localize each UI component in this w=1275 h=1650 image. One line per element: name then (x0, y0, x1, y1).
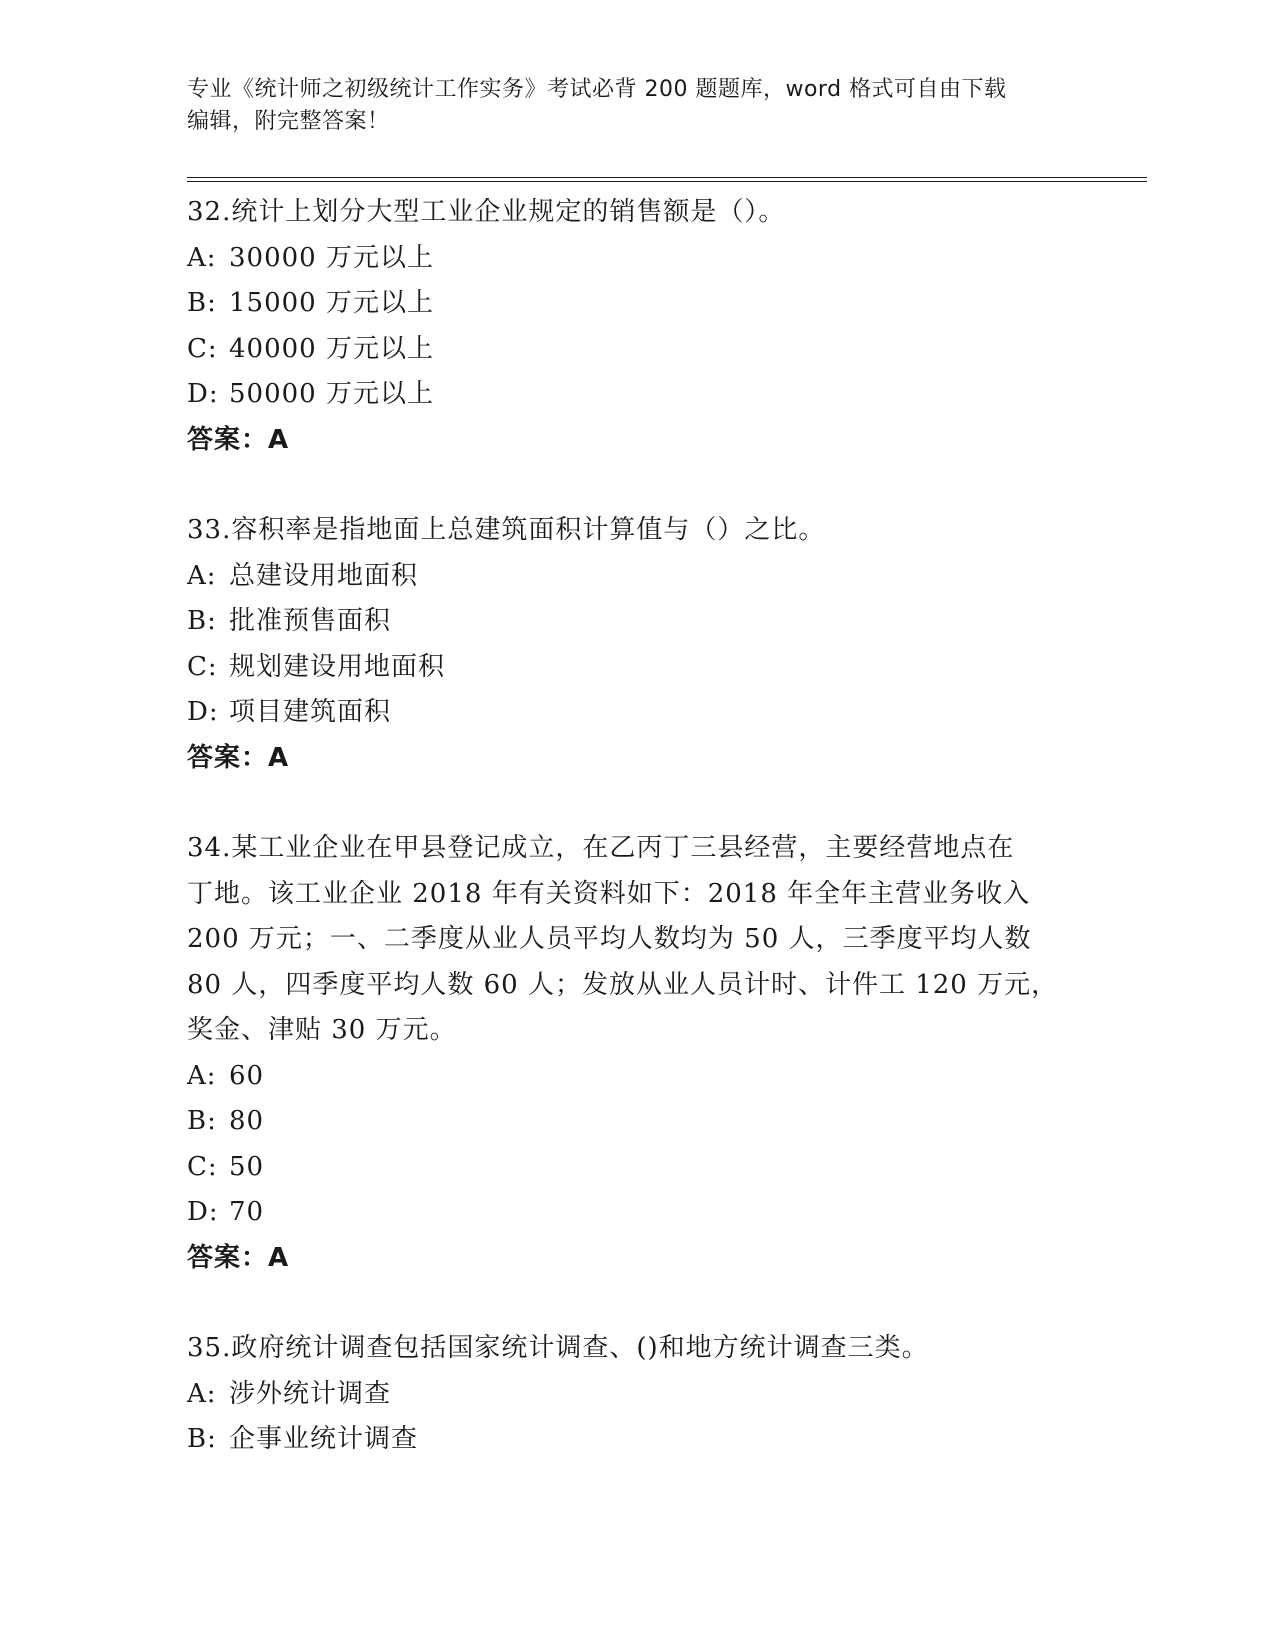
option-text: 70 (229, 1197, 265, 1227)
option-key: B: (187, 1106, 217, 1136)
option-d (187, 690, 1087, 736)
answer-line: 答案：A (187, 742, 290, 773)
option-key: D: (187, 379, 219, 409)
option-key: A: (187, 1060, 217, 1091)
option-key: C: (187, 1151, 218, 1182)
question-stem: 33.容积率是指地面上总建筑面积计算值与（）之比。 (187, 515, 826, 545)
option-key: A: (187, 1378, 217, 1409)
option-text: 40000 万元以上 (229, 333, 434, 364)
option-c (187, 327, 1087, 373)
option-text: 总建设用地面积 (229, 560, 419, 591)
answer-line: 答案：A (187, 1242, 290, 1273)
option-b (187, 281, 1087, 327)
question-item (187, 190, 1087, 463)
question-item (187, 508, 1087, 781)
question-stem-line: 34.某工业企业在甲县登记成立，在乙丙丁三县经营，主要经营地点在 (187, 833, 1015, 863)
option-text: 项目建筑面积 (229, 697, 392, 727)
question-stem: 35.政府统计调查包括国家统计调查、()和地方统计调查三类。 (187, 1333, 929, 1363)
option-text: 规划建设用地面积 (229, 651, 446, 682)
header-line-1: 专业《统计师之初级统计工作实务》考试必背 200 题题库，word 格式可自由下载 (187, 77, 1007, 102)
option-key: C: (187, 333, 218, 364)
option-text: 50 (229, 1151, 265, 1182)
option-d (187, 372, 1087, 418)
header-line-2: 编辑，附完整答案！ (187, 109, 390, 134)
option-key: B: (187, 1424, 217, 1454)
question-item (187, 826, 1087, 1281)
option-text: 80 (229, 1106, 265, 1136)
option-d (187, 1190, 1087, 1236)
question-gap (187, 463, 1087, 508)
option-text: 企事业统计调查 (229, 1424, 419, 1454)
question-stem-line: 奖金、津贴 30 万元。 (187, 1015, 457, 1045)
question-stem-line: 200 万元；一、二季度从业人员平均人数均为 50 人，三季度平均人数 (187, 924, 1032, 954)
option-c (187, 645, 1087, 691)
option-text: 60 (229, 1060, 265, 1091)
option-key: A: (187, 242, 217, 273)
option-key: C: (187, 651, 218, 682)
option-key: A: (187, 560, 217, 591)
option-key: D: (187, 697, 219, 727)
option-text: 批准预售面积 (229, 606, 392, 636)
option-text: 30000 万元以上 (229, 242, 434, 273)
document-header (187, 74, 1087, 138)
option-text: 15000 万元以上 (229, 288, 434, 318)
option-a (187, 1372, 1087, 1418)
question-stem-line: 丁地。该工业企业 2018 年有关资料如下：2018 年全年主营业务收入 (187, 878, 1031, 909)
question-gap (187, 1281, 1087, 1326)
question-list (187, 190, 1087, 1463)
option-c (187, 1145, 1087, 1191)
option-text: 涉外统计调查 (229, 1378, 392, 1409)
option-b (187, 1099, 1087, 1145)
answer-line: 答案：A (187, 424, 290, 455)
option-a (187, 236, 1087, 282)
option-a (187, 1054, 1087, 1100)
option-text: 50000 万元以上 (229, 379, 434, 409)
question-stem: 32.统计上划分大型工业企业规定的销售额是（）。 (187, 197, 786, 227)
header-divider-top (187, 177, 1147, 178)
option-a (187, 554, 1087, 600)
question-stem-line: 80 人，四季度平均人数 60 人；发放从业人员计时、计件工 120 万元， (187, 969, 1059, 1000)
question-gap (187, 781, 1087, 826)
option-key: B: (187, 606, 217, 636)
option-b (187, 599, 1087, 645)
option-key: D: (187, 1197, 219, 1227)
option-b (187, 1417, 1087, 1463)
header-divider-bottom (187, 181, 1147, 182)
question-item (187, 1326, 1087, 1463)
option-key: B: (187, 288, 217, 318)
